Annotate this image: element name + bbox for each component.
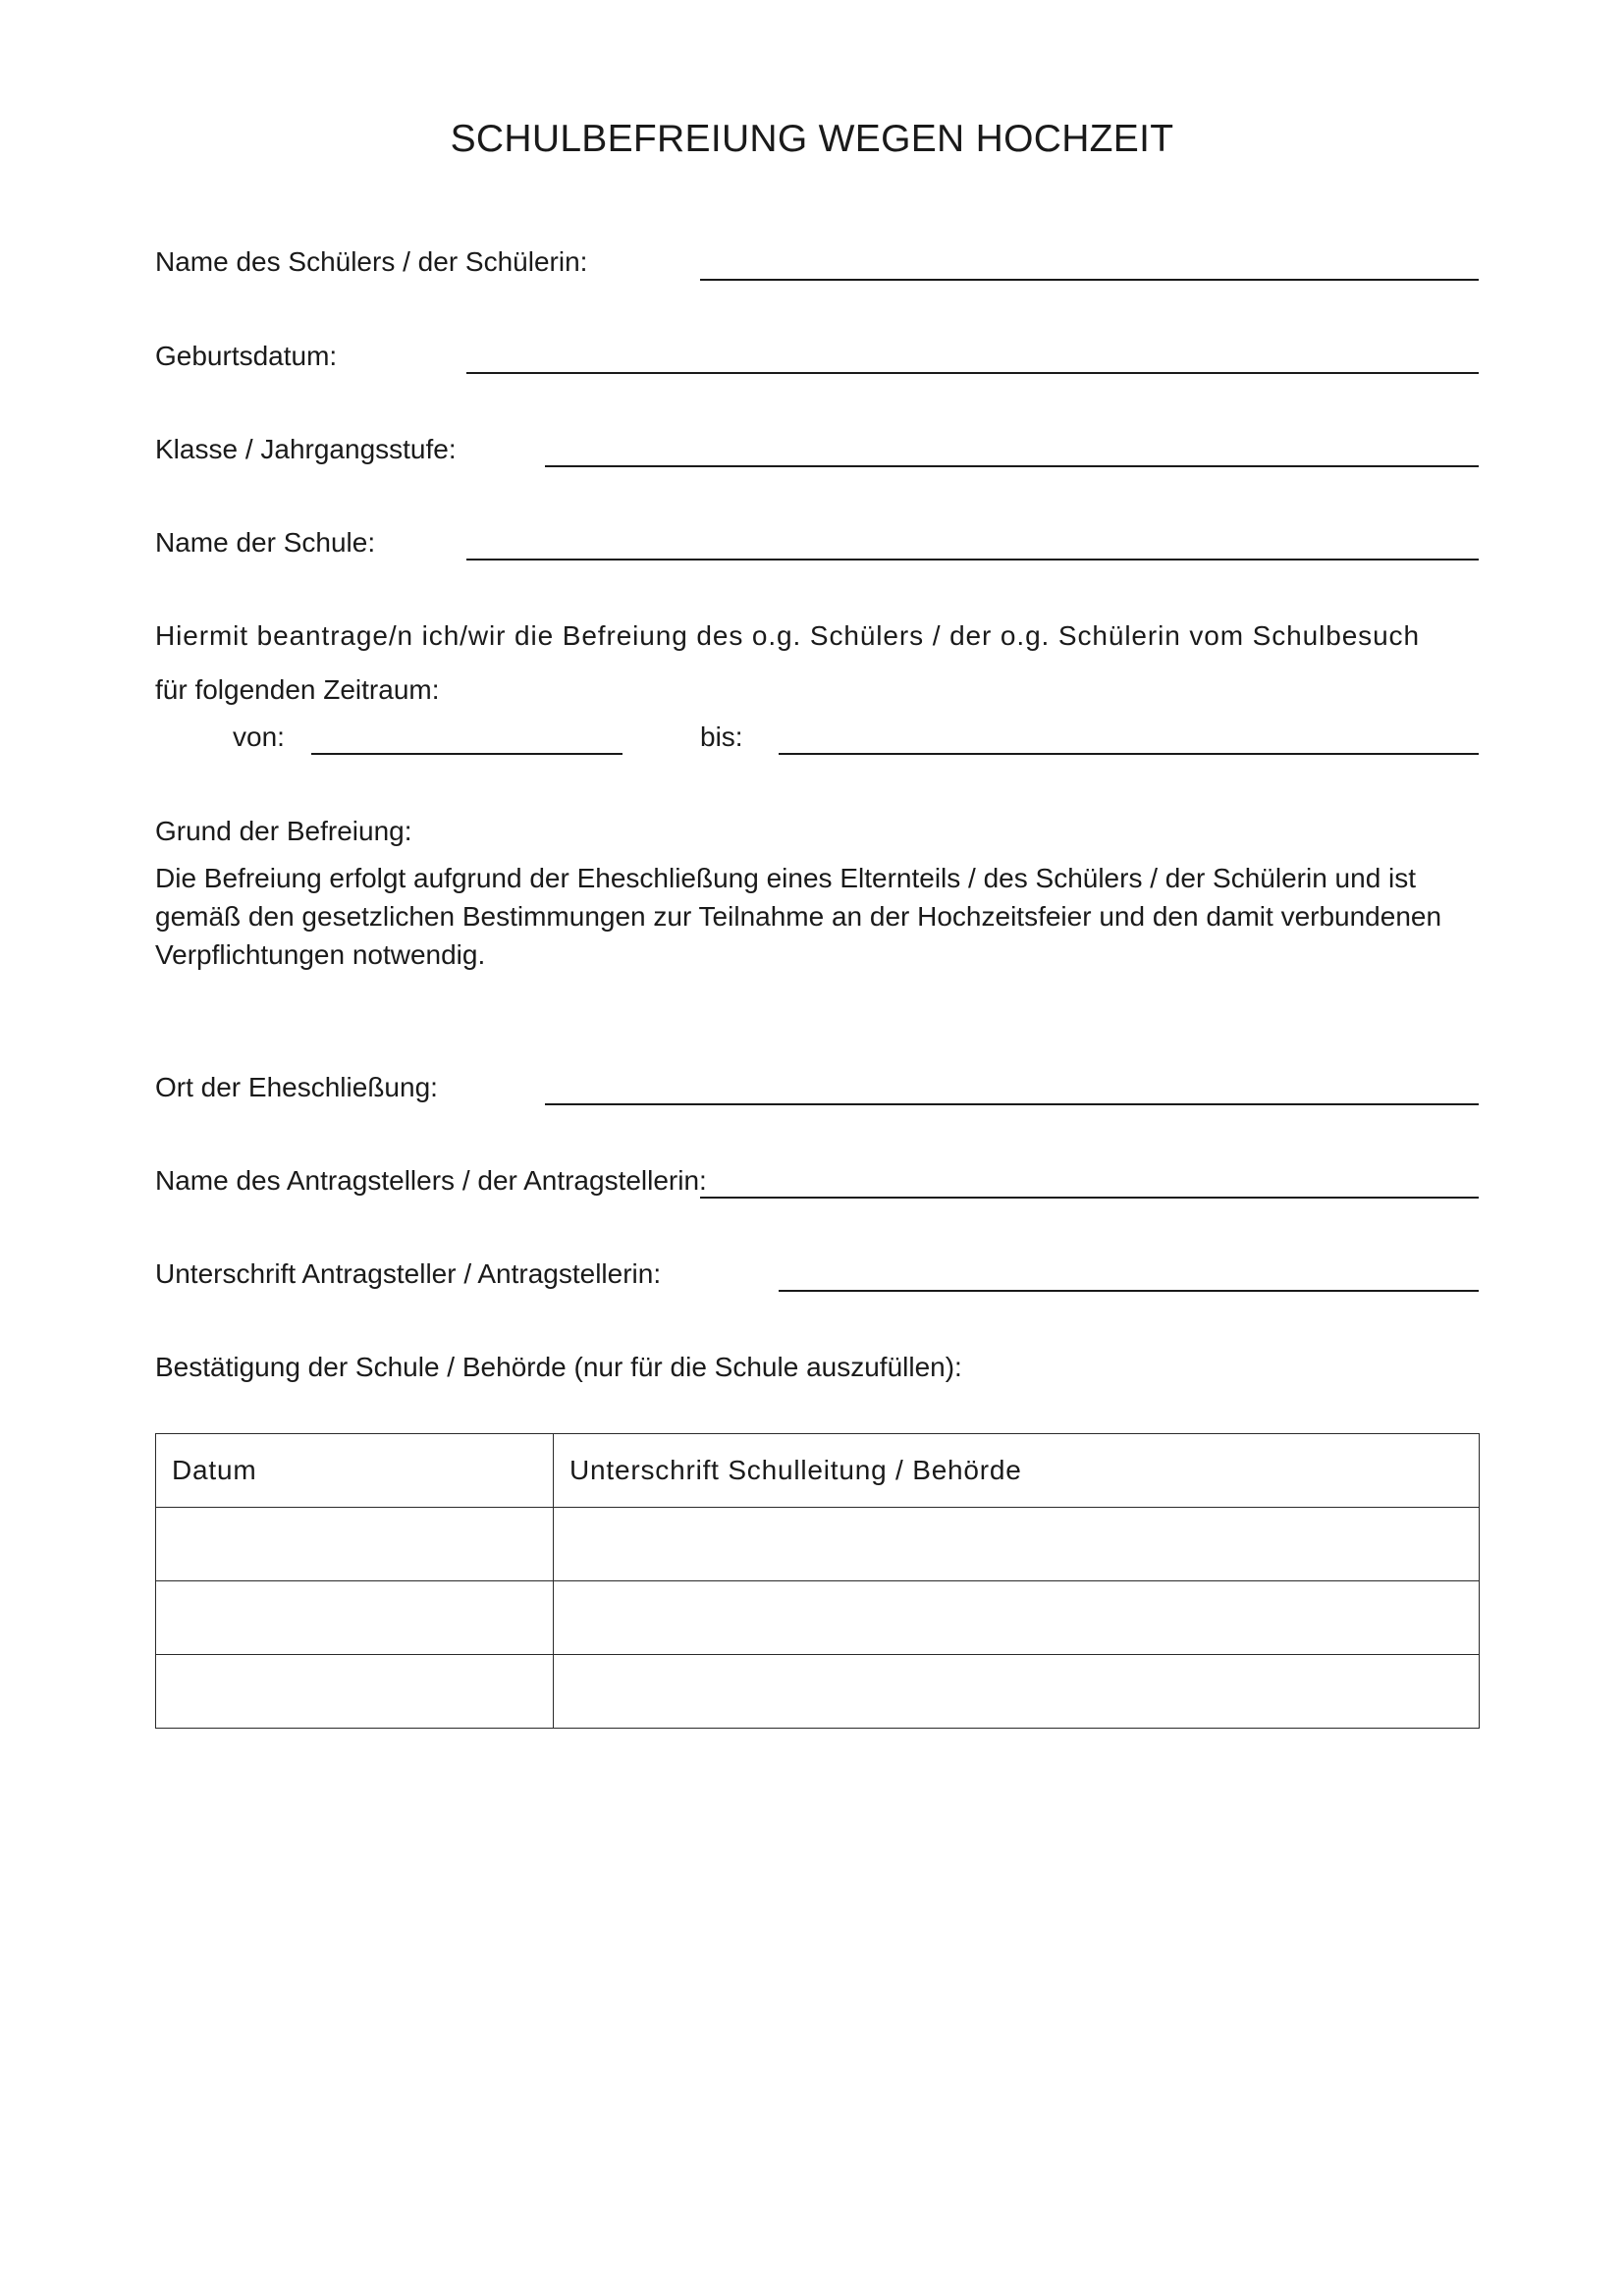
date-cell[interactable] [156,1581,554,1655]
table-header-row [156,1434,1480,1508]
from-label: von: [233,721,285,752]
reason-line-2: gemäß den gesetzlichen Bestimmungen zur Teilnahme an der Hochzeitsfeier und den damit verbundenen [155,901,1442,932]
class-grade-line[interactable] [545,465,1479,467]
signature-column-header: Unterschrift Schulleitung / Behörde [554,1434,1480,1508]
class-grade-label: Klasse / Jahrgangsstufe: [155,434,457,464]
table-row [156,1508,1480,1581]
applicant-name-label: Name des Antragstellers / der Antragstellerin: [155,1165,707,1196]
period-label: für folgenden Zeitraum: [155,674,440,705]
school-name-line[interactable] [466,559,1479,561]
date-cell[interactable] [156,1655,554,1729]
reason-line-1: Die Befreiung erfolgt aufgrund der Eheschließung eines Elternteils / des Schülers / der Schülerin und ist [155,863,1417,893]
page-title: SCHULBEFREIUNG WEGEN HOCHZEIT [450,118,1174,160]
school-name-label: Name der Schule: [155,527,376,558]
marriage-place-line[interactable] [545,1103,1479,1105]
birth-date-line[interactable] [466,372,1479,374]
reason-line-3: Verpflichtungen notwendig. [155,939,486,970]
from-date-line[interactable] [311,753,623,755]
applicant-signature-label: Unterschrift Antragsteller / Antragstellerin: [155,1258,662,1289]
table-row [156,1581,1480,1655]
signature-cell[interactable] [554,1581,1480,1655]
signature-cell[interactable] [554,1655,1480,1729]
date-cell[interactable] [156,1508,554,1581]
student-name-line[interactable] [700,279,1479,281]
signature-cell[interactable] [554,1508,1480,1581]
marriage-place-label: Ort der Eheschließung: [155,1072,438,1102]
confirmation-heading: Bestätigung der Schule / Behörde (nur für die Schule auszufüllen): [155,1352,962,1382]
applicant-signature-line[interactable] [779,1290,1479,1292]
request-text: Hiermit beantrage/n ich/wir die Befreiung des o.g. Schülers / der o.g. Schülerin vom Schulbesuch [155,620,1420,651]
birth-date-label: Geburtsdatum: [155,341,338,371]
confirmation-table [155,1433,1480,1729]
to-date-line[interactable] [779,753,1479,755]
applicant-name-line[interactable] [700,1197,1479,1199]
table-row [156,1655,1480,1729]
to-label: bis: [700,721,743,752]
reason-heading: Grund der Befreiung: [155,816,412,846]
student-name-label: Name des Schülers / der Schülerin: [155,246,588,277]
date-column-header: Datum [156,1434,554,1508]
